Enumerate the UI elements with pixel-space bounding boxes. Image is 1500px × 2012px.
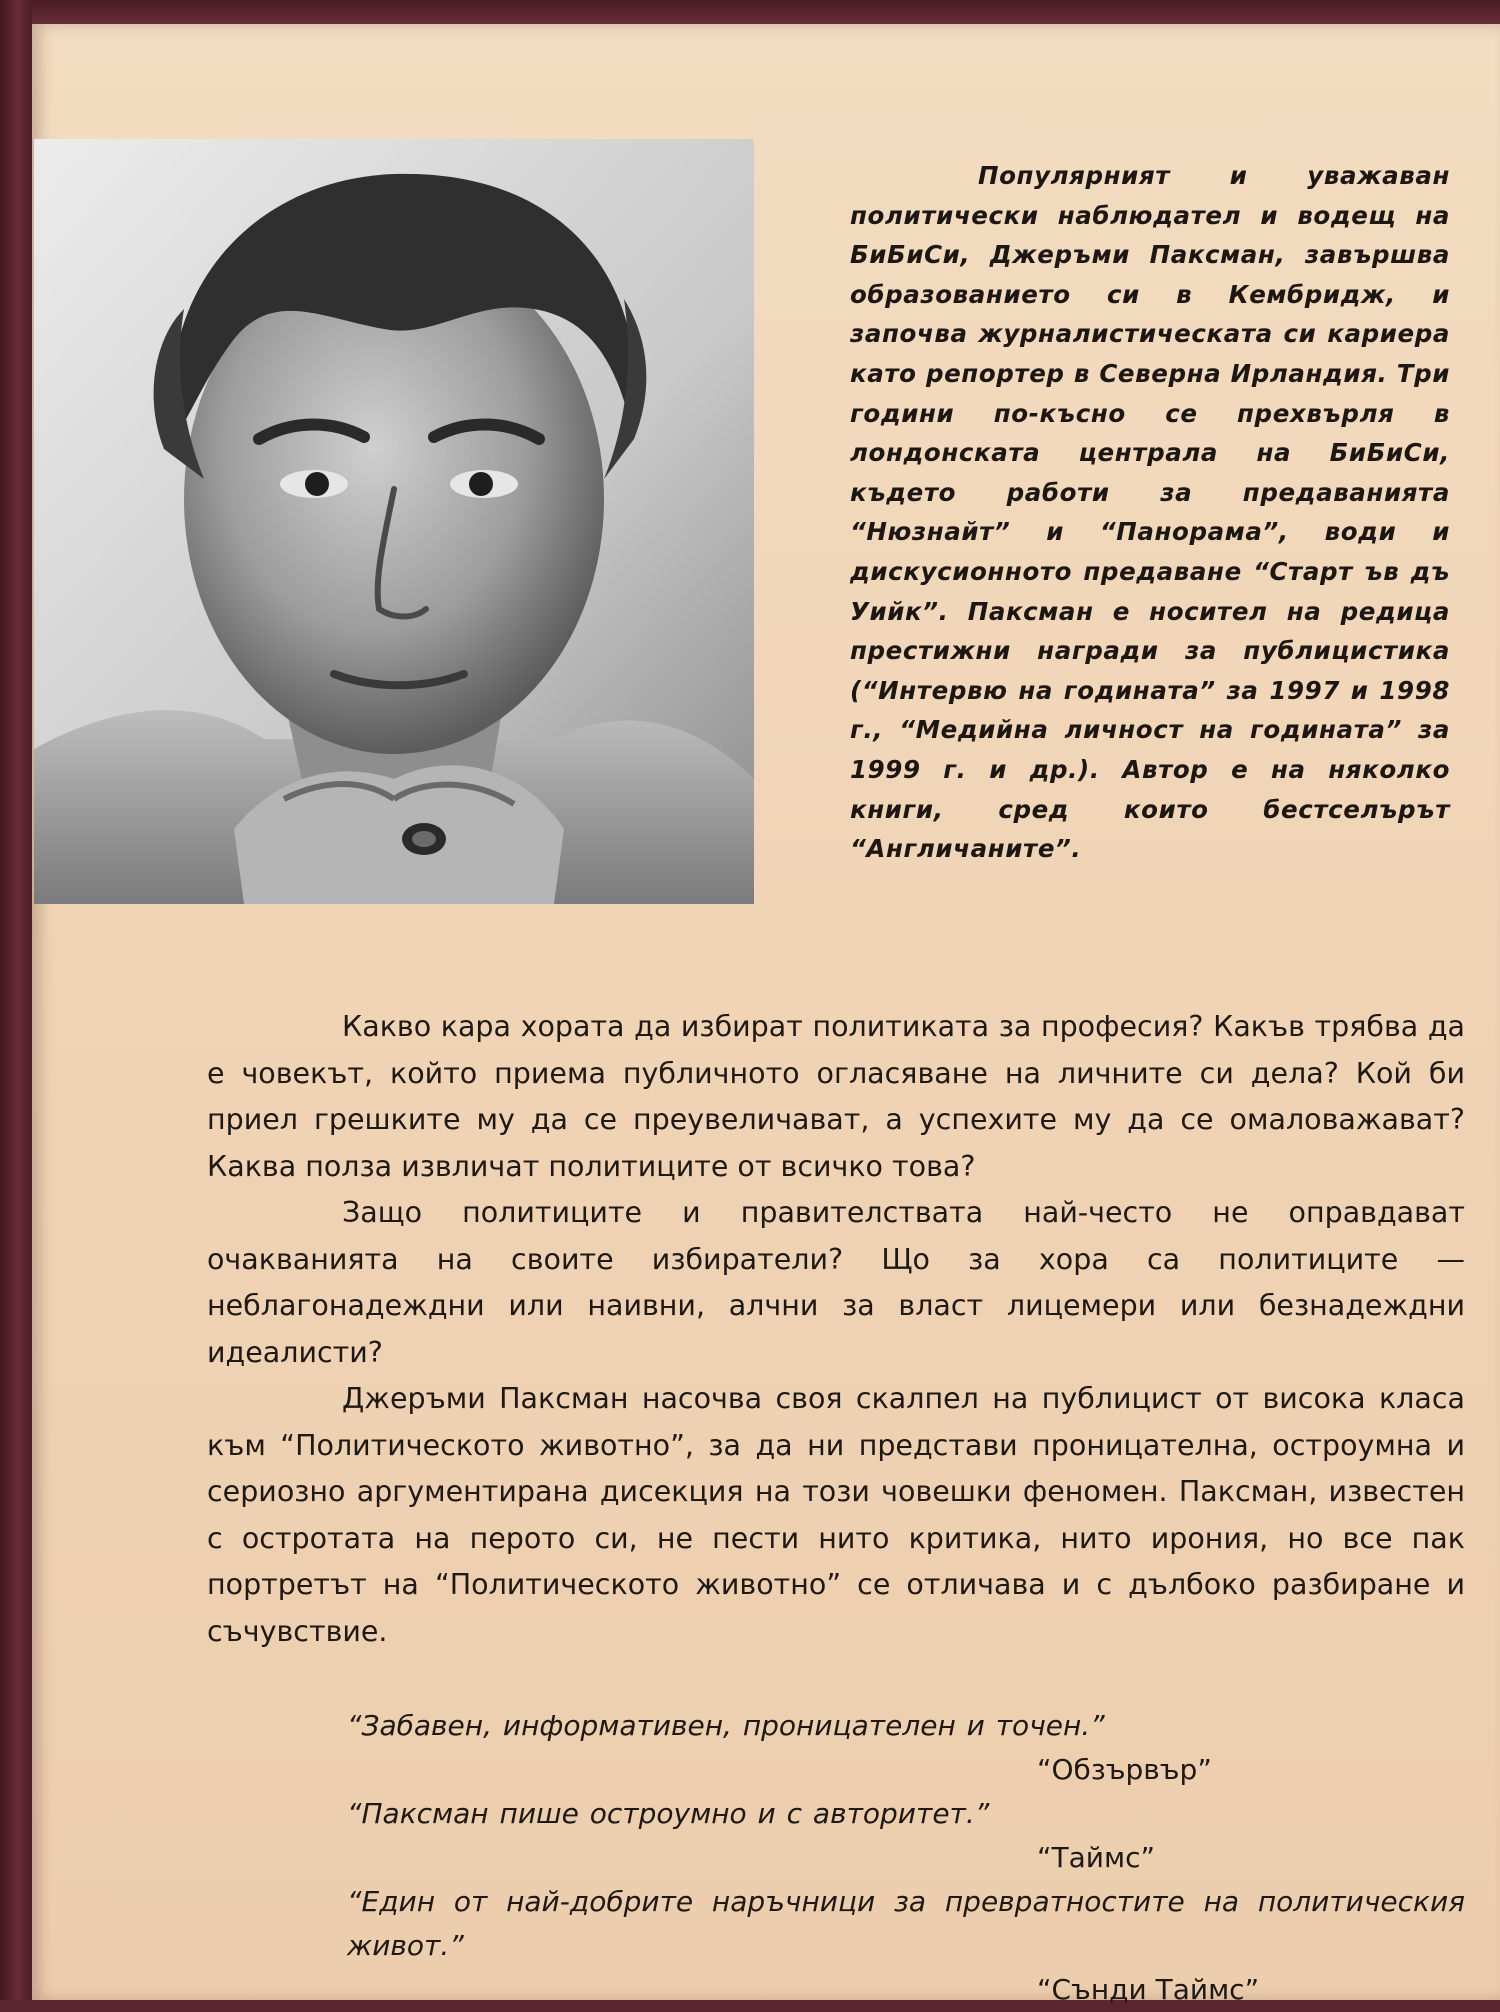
- quote-text: “Паксман пише остроумно и с авторитет.”: [347, 1797, 990, 1830]
- author-portrait-drawing: [34, 139, 754, 904]
- book-binding-left: [0, 0, 32, 2000]
- book-description: [207, 1004, 1465, 1655]
- press-quotes: [347, 1704, 1465, 2012]
- description-paragraph: Какво кара хората да избират политиката за професия? Какъв трябва да е човекът, който приема публичното огласяване на личните си дела? Кой би приел грешките му да се преувеличават, а успехите му да се омаловажават? Каква полза извличат политиците от всичко това?: [207, 1010, 1465, 1183]
- back-cover: [32, 24, 1500, 2006]
- author-bio: Популярният и уважаван политически наблюдател и водещ на БиБиСи, Джеръми Паксман, завършва образованието си в Кембридж, и започва журналистическата си кариера като репортер в Северна Ирландия. Три години по-късно се прехвърля в лондонската централа на БиБиСи, където работи за предаванията “Нюзнайт” и “Панорама”, води и дискусионното предаване “Старт ъв дъ Уийк”. Паксман е носител на редица престижни награди за публицистика (“Интервю на годината” за 1997 и 1998 г., “Медийна личност на годината” за 1999 г. и др.). Автор е на няколко книги, сред които бестселърът “Англичаните”.: [850, 161, 1450, 864]
- author-portrait-icon: [34, 139, 754, 904]
- quote-source: “Таймс”: [1037, 1841, 1155, 1874]
- quote-source: “Обзървър”: [1037, 1753, 1212, 1786]
- description-paragraph: Джеръми Паксман насочва своя скалпел на публицист от висока класа към “Политическото животно”, за да ни представи проницателна, остроумна и сериозно аргументирана дисекция на този човешки феномен. Паксман, известен с остротата на перото си, не пести нито критика, нито ирония, но все пак портретът на “Политическото животно” се отличава и с дълбоко разбиране и съчувствие.: [207, 1382, 1465, 1648]
- quote-text: “Един от най-добрите наръчници за превратностите на политическия живот.”: [347, 1885, 1465, 1962]
- quote-source: “Сънди Таймс”: [1037, 1973, 1260, 2006]
- description-paragraph: Защо политиците и правителствата най-често не оправдават очакванията на своите избиратели? Що за хора са политиците — неблагонадеждни или наивни, алчни за власт лицемери или безнадеждни идеалисти?: [207, 1196, 1465, 1369]
- quote-text: “Забавен, информативен, проницателен и точен.”: [347, 1709, 1105, 1742]
